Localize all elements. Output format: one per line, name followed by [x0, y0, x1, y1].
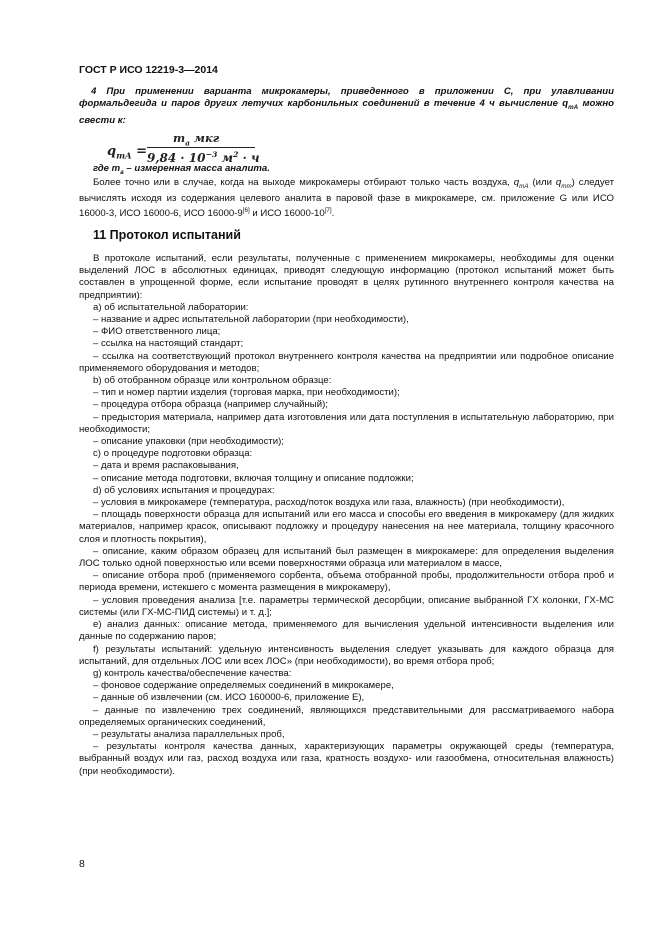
- formula-denominator: $9,84 \cdot 10^{-3}$ $м^2 \cdot ч$: [147, 150, 260, 165]
- body-paragraph: – условия проведения анализа [т.е. параметры термической десорбции, описание выбранной ГХ колонки, ГХ-МС системы (или ГХ-МС-ПИД системы) и т. д.];: [79, 594, 614, 618]
- page-number: 8: [79, 858, 85, 870]
- body-paragraph: – описание упаковки (при необходимости);: [93, 436, 284, 448]
- body-paragraph: – результаты анализа параллельных проб,: [93, 728, 285, 740]
- body-paragraph: – данные по извлечению трех соединений, являющихся представительными для рассматриваемого набора определяемых органических соединений,: [79, 704, 614, 728]
- formula-lhs: $q_{mA}$ =: [107, 144, 147, 161]
- formula-where: где $m_a$ – измеренная масса аналита.: [93, 163, 270, 176]
- body-paragraph: – процедура отбора образца (например случайный);: [93, 399, 328, 411]
- fraction-bar: [147, 147, 255, 148]
- body-paragraph: – предыстория материала, например дата изготовления или дата поступления в испытательную лабораторию, при необходимости;: [79, 411, 614, 435]
- body-paragraph: – название и адрес испытательной лаборатории (при необходимости),: [93, 314, 409, 326]
- paragraph-accuracy: Более точно или в случае, когда на выходе микрокамеры отбирают только часть воздуха, $q_{mA}$ (или $q_{mm}$) следует вычислять исходя из содержания целевого аналита в паровой фазе в микрокамере, см. приложение G или ИСО 16000-3, ИСО 16000-6, ИСО 16000-9[6] и ИСО 16000-10[7].: [79, 177, 614, 220]
- body-paragraph: – данные об извлечении (см. ИСО 160000-6, приложение Е),: [93, 692, 365, 704]
- body-paragraph: d) об условиях испытания и процедурах:: [93, 484, 275, 496]
- body-paragraph: f) результаты испытаний: удельную интенсивность выделения следует указывать для каждого образца для испытаний, для отдельных ЛОС или всех ЛОС» (при необходимости), во время отбора проб;: [79, 643, 614, 667]
- note-4: [79, 86, 614, 127]
- body-paragraph: В протоколе испытаний, если результаты, полученные с применением микрокамеры, необходимы для оценки выделений ЛОС в абсолютных единицах, приводят следующую информацию (протокол испытаний может быть составлен в упрощенной форме, если испытание проводят в целях рутинного внутреннего контроля качества на предприятии):: [79, 253, 614, 301]
- body-paragraph: – фоновое содержание определяемых соединений в микрокамере,: [93, 680, 394, 692]
- body-paragraph: – ссылка на соответствующий протокол внутреннего контроля качества на предприятии или подробное описание применяемого оборудования и методов;: [79, 350, 614, 374]
- body-paragraph: – описание отбора проб (применяемого сорбента, объема отобранной пробы, продолжительности отбора проб и периода времени, истекшего с момента размещения в микрокамеру),: [79, 570, 614, 594]
- body-paragraph: – условия в микрокамере (температура, расход/поток воздуха или газа, влажность) (при необходимости),: [93, 497, 565, 509]
- body-paragraph: – тип и номер партии изделия (торговая марка, при необходимости);: [93, 387, 400, 399]
- body-paragraph: – площадь поверхности образца для испытаний или его масса и способы его введения в микрокамеру (для жидких материалов, например красок, описывают подложку и процедуру нанесения на нее материала, толщину красочного слоя и плотность покрытия),: [79, 509, 614, 545]
- note-text: 4 При применении варианта микрокамеры, приведенного в приложении С, при улавливании формальдегида и паров других летучих карбонильных соединений в течение 4 ч вычисление q: [79, 86, 614, 110]
- body-paragraph: – ФИО ответственного лица;: [93, 326, 221, 338]
- body-paragraph: – дата и время распаковывания,: [93, 460, 239, 472]
- body-paragraph: g) контроль качества/обеспечение качества:: [93, 667, 292, 679]
- body-paragraph: – описание метода подготовки, включая толщину и описание подложки;: [93, 472, 414, 484]
- section-title: 11 Протокол испытаний: [93, 228, 241, 242]
- note-text-end: можно свести к:: [79, 98, 614, 126]
- body-paragraph: a) об испытательной лаборатории:: [93, 301, 249, 313]
- body-paragraph: – ссылка на настоящий стандарт;: [93, 338, 244, 350]
- body-paragraph: – описание, каким образом образец для испытаний был размещен в микрокамере: для определения выделения ЛОС только одной поверхностью или всеми поверхностями образца или материалом в массе,: [79, 545, 614, 570]
- body-paragraph: e) анализ данных: описание метода, применяемого для вычисления удельной интенсивности выделения или данные по содержанию паров;: [79, 619, 614, 643]
- body-paragraph: – результаты контроля качества данных, характеризующих параметры окружающей среды (температура, выбранный воздух или газ, расход воздуха или газа, кратность воздухо- или газообмена, относительная влажность) (при необходимости).: [79, 741, 614, 777]
- body-paragraph: c) о процедуре подготовки образца:: [93, 448, 253, 460]
- note-sub: mA: [568, 104, 579, 112]
- section-body: [79, 253, 614, 778]
- document-header: ГОСТ Р ИСО 12219-3—2014: [79, 64, 218, 76]
- formula-numerator: $m_a$ мкг: [173, 131, 220, 148]
- body-paragraph: b) об отобранном образце или контрольном образце:: [93, 375, 332, 387]
